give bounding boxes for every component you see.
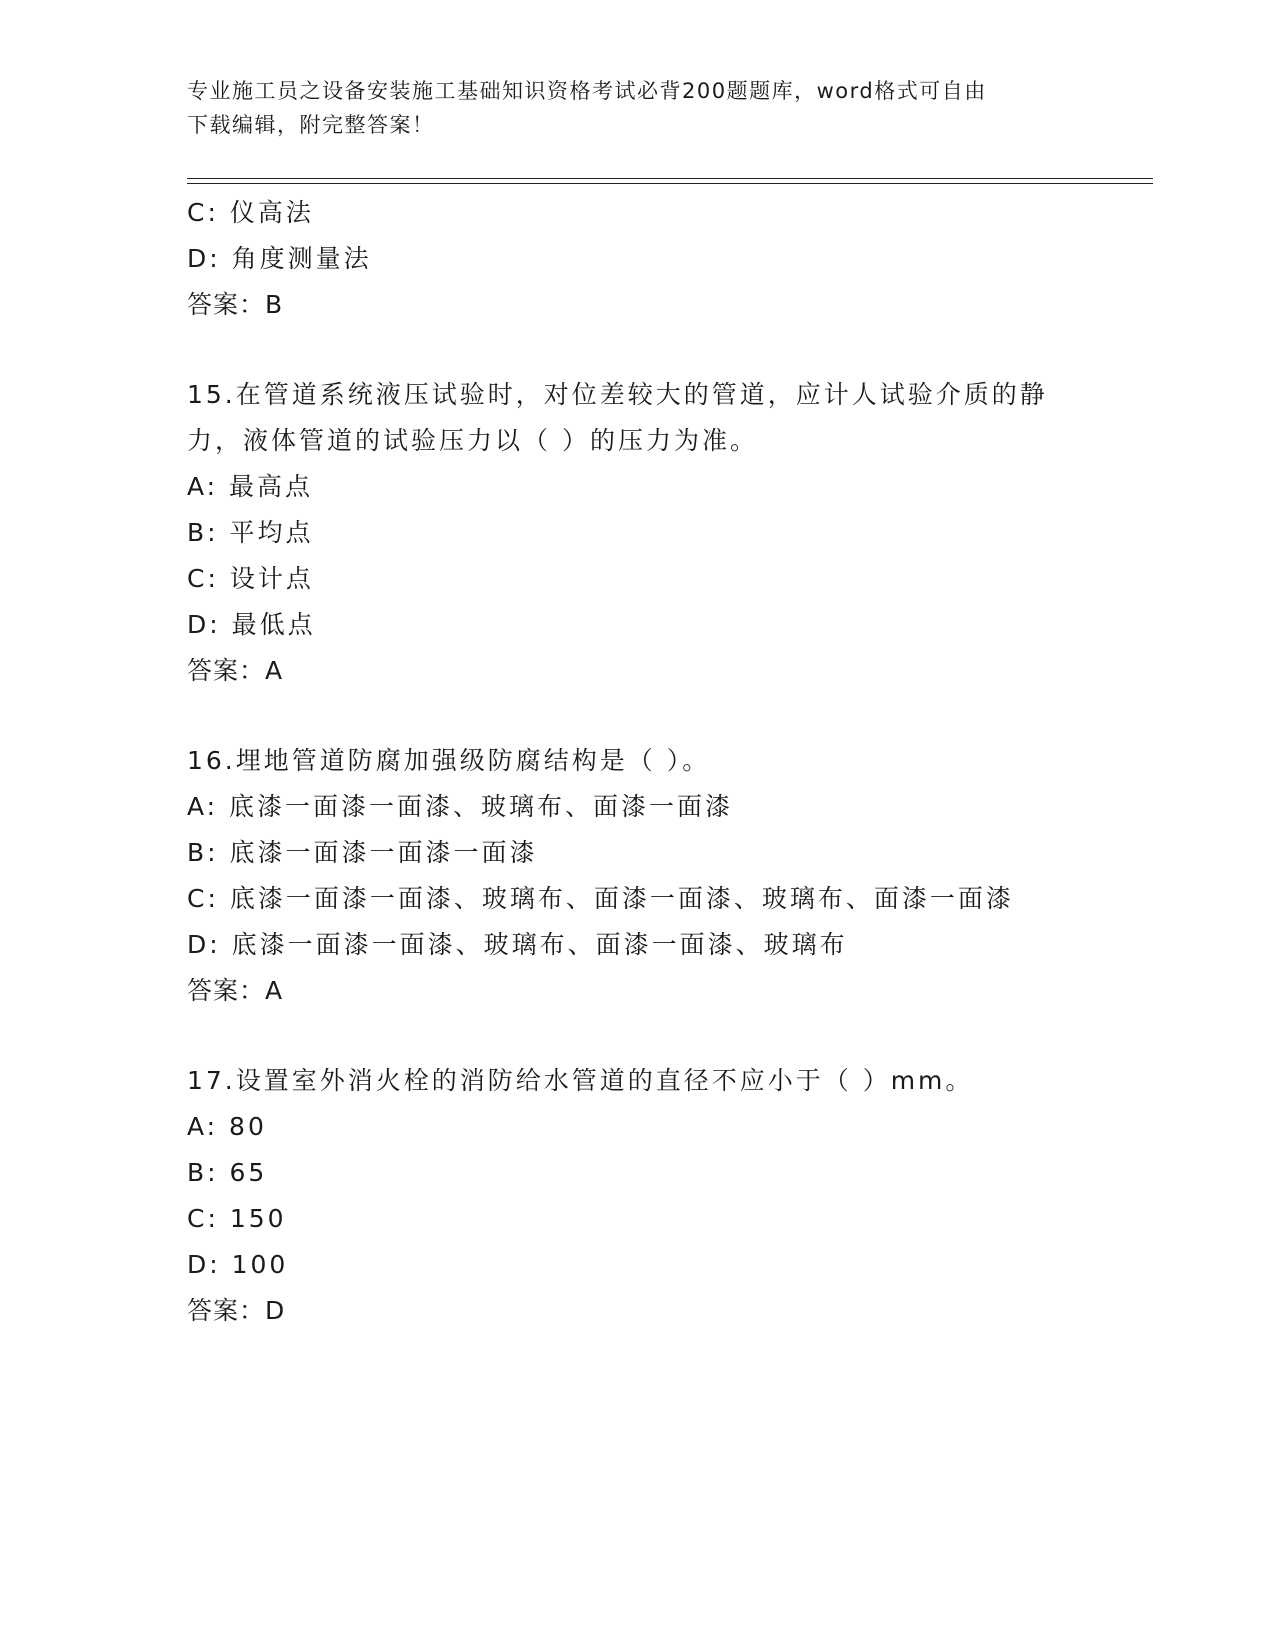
question-15 [187,372,1087,694]
question-16 [187,738,1087,1014]
q14-answer: 答案：B [187,290,284,319]
q15-option-b: B: 平均点 [187,518,314,547]
question-14-continued [187,190,1087,328]
header-line-2: 下载编辑，附完整答案！ [187,113,435,137]
q16-option-b: B: 底漆一面漆一面漆一面漆 [187,838,538,867]
q15-option-c: C: 设计点 [187,564,314,593]
q16-option-c: C: 底漆一面漆一面漆、玻璃布、面漆一面漆、玻璃布、面漆一面漆 [187,884,1014,913]
header-rule-bottom [187,183,1153,184]
q14-option-d: D: 角度测量法 [187,244,372,273]
q15-option-a: A: 最高点 [187,472,314,501]
question-list [187,190,1087,1334]
q15-stem-line-1: 15.在管道系统液压试验时，对位差较大的管道，应计人试验介质的静 [187,380,1048,409]
q15-answer: 答案：A [187,656,284,685]
q17-answer: 答案：D [187,1296,286,1325]
q16-option-a: A: 底漆一面漆一面漆、玻璃布、面漆一面漆 [187,792,734,821]
q17-option-b: B: 65 [187,1158,268,1187]
q15-stem-line-2: 力，液体管道的试验压力以（ ）的压力为准。 [187,426,758,455]
q14-option-c: C: 仪高法 [187,198,314,227]
header-line-1: 专业施工员之设备安装施工基础知识资格考试必背200题题库，word格式可自由 [187,79,987,103]
q16-stem: 16.埋地管道防腐加强级防腐结构是（ ）。 [187,746,711,775]
q17-option-c: C: 150 [187,1204,287,1233]
q17-option-a: A: 80 [187,1112,267,1141]
q15-option-d: D: 最低点 [187,610,316,639]
header-rule-top [187,178,1153,179]
question-17 [187,1058,1087,1334]
q16-answer: 答案：A [187,976,284,1005]
q17-stem: 17.设置室外消火栓的消防给水管道的直径不应小于（ ）mm。 [187,1066,974,1095]
q17-option-d: D: 100 [187,1250,289,1279]
document-header [187,74,1067,142]
q16-option-d: D: 底漆一面漆一面漆、玻璃布、面漆一面漆、玻璃布 [187,930,848,959]
q15-stem [187,372,1087,464]
